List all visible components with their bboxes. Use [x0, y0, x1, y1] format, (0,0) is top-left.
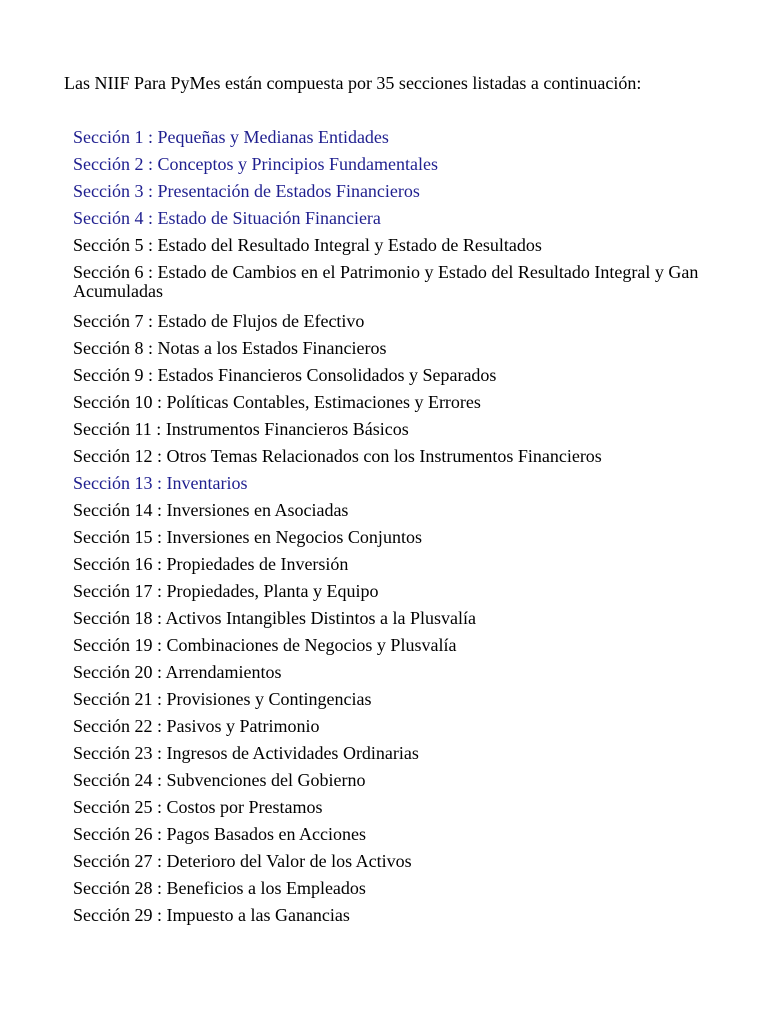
section-label-23: Sección 23 : Ingresos de Actividades Ordinarias [73, 743, 419, 763]
section-item-19 [73, 632, 768, 659]
section-item-4[interactable] [73, 205, 768, 232]
section-item-18 [73, 605, 768, 632]
section-label-20: Sección 20 : Arrendamientos [73, 662, 282, 682]
section-link-4[interactable]: Sección 4 : Estado de Situación Financiera [73, 208, 381, 228]
section-item-16 [73, 551, 768, 578]
section-item-2[interactable] [73, 151, 768, 178]
section-item-5 [73, 232, 768, 259]
section-item-7 [73, 308, 768, 335]
section-item-15 [73, 524, 768, 551]
section-label-continuation: Acumuladas [73, 281, 163, 301]
section-list [73, 124, 768, 929]
section-label-5: Sección 5 : Estado del Resultado Integral y Estado de Resultados [73, 235, 542, 255]
section-item-10 [73, 389, 768, 416]
section-item-24 [73, 767, 768, 794]
section-label-25: Sección 25 : Costos por Prestamos [73, 797, 323, 817]
section-label-19: Sección 19 : Combinaciones de Negocios y Plusvalía [73, 635, 457, 655]
intro-paragraph: Las NIIF Para PyMes están compuesta por 35 secciones listadas a continuación: [64, 73, 642, 93]
section-item-14 [73, 497, 768, 524]
section-label-24: Sección 24 : Subvenciones del Gobierno [73, 770, 366, 790]
section-item-13[interactable] [73, 470, 768, 497]
section-item-12 [73, 443, 768, 470]
section-item-1[interactable] [73, 124, 768, 151]
section-label-10: Sección 10 : Políticas Contables, Estimaciones y Errores [73, 392, 481, 412]
section-label-28: Sección 28 : Beneficios a los Empleados [73, 878, 366, 898]
section-label-18: Sección 18 : Activos Intangibles Distintos a la Plusvalía [73, 608, 476, 628]
section-item-27 [73, 848, 768, 875]
section-label-27: Sección 27 : Deterioro del Valor de los Activos [73, 851, 412, 871]
section-label-17: Sección 17 : Propiedades, Planta y Equipo [73, 581, 379, 601]
section-label-22: Sección 22 : Pasivos y Patrimonio [73, 716, 320, 736]
section-label-8: Sección 8 : Notas a los Estados Financieros [73, 338, 387, 358]
section-label-26: Sección 26 : Pagos Basados en Acciones [73, 824, 366, 844]
section-label-6: Sección 6 : Estado de Cambios en el Patrimonio y Estado del Resultado Integral y Gan [73, 262, 699, 282]
section-item-17 [73, 578, 768, 605]
section-item-28 [73, 875, 768, 902]
section-link-3[interactable]: Sección 3 : Presentación de Estados Financieros [73, 181, 420, 201]
section-label-15: Sección 15 : Inversiones en Negocios Conjuntos [73, 527, 422, 547]
section-item-25 [73, 794, 768, 821]
section-item-23 [73, 740, 768, 767]
section-label-21: Sección 21 : Provisiones y Contingencias [73, 689, 372, 709]
section-item-6 [73, 259, 768, 301]
section-item-8 [73, 335, 768, 362]
section-item-29 [73, 902, 768, 929]
section-link-1[interactable]: Sección 1 : Pequeñas y Medianas Entidades [73, 127, 389, 147]
section-item-20 [73, 659, 768, 686]
section-link-2[interactable]: Sección 2 : Conceptos y Principios Fundamentales [73, 154, 438, 174]
section-item-9 [73, 362, 768, 389]
section-label-9: Sección 9 : Estados Financieros Consolidados y Separados [73, 365, 497, 385]
section-item-11 [73, 416, 768, 443]
section-label-14: Sección 14 : Inversiones en Asociadas [73, 500, 349, 520]
section-label-11: Sección 11 : Instrumentos Financieros Básicos [73, 419, 409, 439]
section-item-21 [73, 686, 768, 713]
section-label-7: Sección 7 : Estado de Flujos de Efectivo [73, 311, 365, 331]
section-item-26 [73, 821, 768, 848]
section-label-16: Sección 16 : Propiedades de Inversión [73, 554, 349, 574]
section-item-22 [73, 713, 768, 740]
section-link-13[interactable]: Sección 13 : Inventarios [73, 473, 248, 493]
section-item-3[interactable] [73, 178, 768, 205]
section-label-29: Sección 29 : Impuesto a las Ganancias [73, 905, 350, 925]
section-label-12: Sección 12 : Otros Temas Relacionados con los Instrumentos Financieros [73, 446, 602, 466]
